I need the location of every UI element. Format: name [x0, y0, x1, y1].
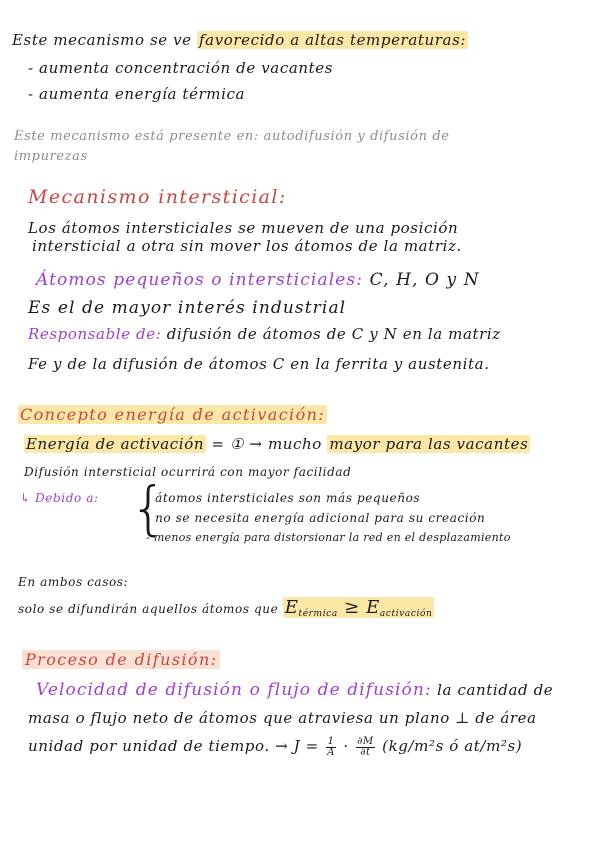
interstitial-diffusion-line: Difusión intersticial ocurrirá con mayor facilidad [24, 465, 352, 479]
activation-energy-eq: = ① → mucho [211, 435, 322, 453]
intro-bullet-2: - aumenta energía térmica [28, 85, 246, 103]
fraction-2-denominator: ∂t [360, 746, 371, 758]
multiply-dot: · [343, 737, 349, 755]
interstitial-title: Mecanismo intersticial: [28, 186, 287, 208]
small-atoms-label: Átomos pequeños o intersticiales: [36, 270, 364, 290]
responsible-line [28, 324, 501, 344]
intro-bullet-1: - aumenta concentración de vacantes [28, 59, 334, 77]
formula-sub-activation: activación [379, 609, 433, 619]
fraction-one-over-area [326, 737, 336, 758]
interstitial-line-1: Los átomos intersticiales se mueven de una posición [28, 219, 459, 237]
small-atoms-list: C, H, O y N [369, 270, 480, 290]
small-atoms-line [36, 270, 480, 290]
flux-units: (kg/m²s ó at/m²s) [382, 737, 523, 755]
due-to-label: ↳ Debido a: [20, 491, 99, 505]
reason-1: - átomos intersticiales son más pequeños [146, 491, 421, 505]
activation-energy-line [24, 434, 530, 454]
intro-line-1 [12, 30, 468, 50]
diffusion-line-2: masa o flujo neto de átomos que atraviesa un plano ⊥ de área [28, 709, 537, 727]
formula-geq: ≥ [344, 597, 360, 618]
both-cases-text: solo se difundirán aquellos átomos que [18, 602, 279, 616]
reasons-brace: { [130, 474, 167, 542]
diffusion-process-title [22, 650, 220, 670]
both-cases-line-2 [18, 598, 434, 624]
responsible-label: Responsable de: [28, 325, 162, 343]
velocity-text: la cantidad de [437, 681, 554, 699]
formula-e-thermal: E [284, 597, 299, 618]
fraction-1-denominator: A [327, 746, 336, 758]
intro-line-1-text: Este mecanismo se ve [12, 31, 198, 49]
intro-gray-line-1: Este mecanismo está presente en: autodifusión y difusión de [14, 129, 450, 144]
intro-line-1-highlight: favorecido a altas temperaturas: [199, 31, 467, 49]
interstitial-line-2: intersticial a otra sin mover los átomos de la matriz. [32, 237, 462, 255]
activation-title [18, 405, 327, 425]
fraction-2-numerator: ∂M [357, 735, 374, 747]
reason-3: - menos energía para distorsionar la red en el desplazamiento [146, 531, 511, 544]
formula-sub-thermal: térmica [298, 609, 338, 619]
reason-2: - no se necesita energía adicional para su creación [146, 511, 486, 525]
activation-energy-highlight: mayor para las vacantes [329, 435, 529, 453]
industrial-line: Es el de mayor interés industrial [28, 298, 347, 318]
velocity-label: Velocidad de difusión o flujo de difusión: [36, 680, 432, 700]
diffusion-process-title-text: Proceso de difusión: [22, 650, 220, 669]
activation-title-text: Concepto energía de activación: [20, 405, 326, 424]
velocity-line [36, 680, 553, 700]
fraction-dm-dt [356, 737, 375, 758]
diffusion-line-3 [28, 736, 522, 758]
fraction-1-numerator: 1 [327, 735, 335, 747]
both-cases-line-1: En ambos casos: [18, 575, 129, 589]
formula-e-activation: E [366, 597, 380, 618]
responsible-line-2: Fe y de la difusión de átomos C en la ferrita y austenita. [28, 355, 490, 373]
responsible-text: difusión de átomos de C y N en la matriz [166, 325, 501, 343]
flux-equation-prefix: unidad por unidad de tiempo. → J = [28, 737, 319, 755]
activation-energy-label: Energía de activación [26, 435, 205, 453]
intro-gray-line-2: impurezas [14, 149, 88, 164]
energy-condition-formula [283, 597, 435, 618]
